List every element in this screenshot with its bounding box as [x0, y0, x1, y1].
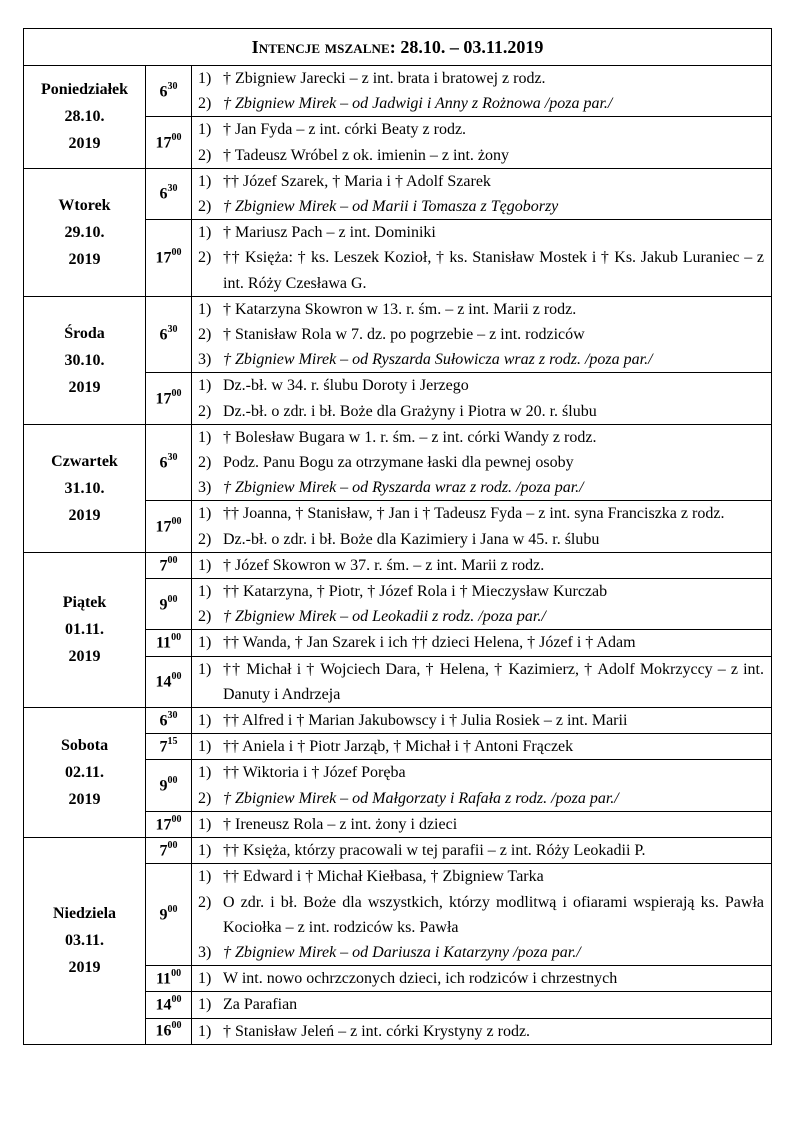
intention: [198, 786, 764, 811]
intention-number: 1): [198, 842, 212, 860]
intention-text: † Katarzyna Skowron w 13. r. śm. – z int. Marii z rodz.: [223, 300, 577, 318]
intention-text: Dz.-bł. o zdr. i bł. Boże dla Kazimiery i Jana w 45. r. ślubu: [223, 530, 600, 548]
mass-minutes: 30: [167, 323, 178, 335]
mass-row: [24, 296, 772, 373]
day-date: 01.11.: [64, 621, 105, 639]
day-name: Czwartek: [51, 452, 118, 470]
intentions-cell: [192, 296, 772, 373]
mass-hour: 7: [159, 557, 168, 575]
intention: [198, 220, 764, 245]
mass-hour: 17: [155, 134, 172, 152]
mass-minutes: 00: [171, 632, 182, 644]
mass-time: [146, 630, 192, 656]
intention-text: † Zbigniew Jarecki – z int. brata i bratowej z rodz.: [223, 70, 546, 87]
mass-time: [146, 966, 192, 992]
intentions-cell: [192, 1018, 772, 1044]
intention-number: 3): [198, 351, 212, 369]
mass-time: [146, 168, 192, 219]
intention-number: 3): [198, 943, 212, 961]
intentions-cell: [192, 501, 772, 552]
intention-number: 2): [198, 454, 212, 472]
intention-number: 3): [198, 479, 212, 497]
intention-text: †† Aniela i † Piotr Jarząb, † Michał i † Antoni Frączek: [223, 738, 574, 756]
mass-time: [146, 66, 192, 117]
intention-text: † Zbigniew Mirek – od Marii i Tomasza z Tęgoborzy: [223, 198, 559, 216]
intention-text: †† Alfred i † Marian Jakubowscy i † Julia Rosiek – z int. Marii: [223, 712, 628, 730]
mass-hour: 9: [159, 777, 168, 795]
intention: [198, 425, 764, 450]
intentions-cell: [192, 168, 772, 219]
mass-hour: 9: [159, 906, 168, 924]
intention: [198, 604, 764, 629]
mass-hour: 6: [159, 82, 168, 100]
intention-number: 1): [198, 1022, 212, 1040]
intention: [198, 966, 764, 991]
intention: [198, 373, 764, 398]
intention: [198, 940, 764, 965]
mass-time: [146, 992, 192, 1018]
intention-text: †† Księża: † ks. Leszek Kozioł, † ks. Stanisław Mostek i † Ks. Jakub Luraniec – z int. Róży Czesława G.: [223, 249, 764, 292]
intention-text: †† Wanda, † Jan Szarek i ich †† dzieci Helena, † Józef i † Adam: [223, 634, 636, 652]
intentions-cell: [192, 117, 772, 168]
mass-minutes: 00: [171, 994, 182, 1006]
intentions-cell: [192, 811, 772, 837]
intention-number: 2): [198, 608, 212, 626]
intention: [198, 194, 764, 219]
mass-minutes: 00: [171, 515, 182, 527]
intention-number: 1): [198, 70, 212, 87]
title-row: [24, 29, 772, 66]
mass-time: [146, 760, 192, 811]
intentions-cell: [192, 966, 772, 992]
intention-text: Za Parafian: [223, 996, 298, 1014]
intention-number: 1): [198, 377, 212, 395]
intention: [198, 992, 764, 1017]
mass-hour: 14: [155, 673, 172, 691]
day-date: 02.11.: [64, 764, 105, 782]
page-title: [24, 29, 772, 66]
mass-row: [24, 168, 772, 219]
intention-text: † Zbigniew Mirek – od Małgorzaty i Rafała z rodz. /poza par./: [223, 789, 619, 807]
mass-time: [146, 552, 192, 578]
day-name: Piątek: [62, 594, 107, 612]
intentions-cell: [192, 630, 772, 656]
intention-number: 1): [198, 764, 212, 782]
mass-minutes: 00: [171, 813, 182, 825]
day-year: 2019: [68, 135, 101, 153]
intention: [198, 760, 764, 785]
intention-text: †† Edward i † Michał Kiełbasa, † Zbigniew Tarka: [223, 868, 544, 886]
intentions-cell: [192, 220, 772, 297]
intention-text: † Stanisław Jeleń – z int. córki Krystyny z rodz.: [223, 1022, 531, 1040]
day-year: 2019: [68, 506, 101, 524]
day-name: Sobota: [60, 737, 109, 755]
day-name: Poniedziałek: [40, 81, 129, 99]
mass-hour: 6: [159, 712, 168, 730]
intention-text: † Jan Fyda – z int. córki Beaty z rodz.: [223, 121, 467, 139]
intentions-cell: [192, 864, 772, 966]
intention: [198, 143, 764, 168]
day-date: 31.10.: [64, 479, 105, 497]
mass-minutes: 00: [167, 775, 178, 787]
intentions-cell: [192, 66, 772, 117]
intention-number: 1): [198, 738, 212, 756]
intention: [198, 864, 764, 889]
mass-minutes: 00: [167, 554, 178, 566]
mass-time: [146, 117, 192, 168]
mass-time: [146, 864, 192, 966]
intentions-cell: [192, 579, 772, 630]
day-year: 2019: [68, 378, 101, 396]
mass-minutes: 30: [167, 710, 178, 722]
mass-row: [24, 424, 772, 501]
intentions-table: [23, 28, 772, 1045]
intention-text: † Mariusz Pach – z int. Dominiki: [223, 224, 436, 242]
intention-number: 1): [198, 868, 212, 886]
intention: [198, 501, 764, 526]
intention-number: 2): [198, 789, 212, 807]
mass-time: [146, 424, 192, 501]
intention: [198, 245, 764, 295]
intention-text: †† Michał i † Wojciech Dara, † Helena, † Kazimierz, † Adolf Mokrzyccy – z int. Danuty i Andrzeja: [223, 660, 764, 703]
intention-number: 1): [198, 121, 212, 139]
intention-text: † Zbigniew Mirek – od Leokadii z rodz. /poza par./: [223, 608, 546, 626]
intention-text: † Stanisław Rola w 7. dz. po pogrzebie – z int. rodziców: [223, 326, 585, 344]
mass-minutes: 00: [171, 968, 182, 980]
intention-number: 1): [198, 712, 212, 730]
mass-minutes: 00: [167, 593, 178, 605]
intentions-cell: [192, 552, 772, 578]
intention: [198, 1019, 764, 1044]
intentions-cell: [192, 373, 772, 424]
mass-hour: 17: [155, 390, 172, 408]
intention: [198, 708, 764, 733]
mass-hour: 7: [159, 842, 168, 860]
intention: [198, 322, 764, 347]
intentions-cell: [192, 708, 772, 734]
mass-time: [146, 579, 192, 630]
intention-number: 1): [198, 428, 212, 446]
intention-number: 1): [198, 815, 212, 833]
mass-time: [146, 656, 192, 707]
mass-row: [24, 708, 772, 734]
mass-minutes: 00: [171, 1020, 182, 1032]
mass-time: [146, 220, 192, 297]
intention-text: † Zbigniew Mirek – od Dariusza i Katarzyny /poza par./: [223, 943, 581, 961]
mass-hour: 16: [155, 1022, 172, 1040]
intention-number: 1): [198, 505, 212, 523]
mass-minutes: 30: [167, 80, 178, 92]
intention-number: 1): [198, 224, 212, 242]
intentions-cell: [192, 656, 772, 707]
mass-minutes: 00: [171, 387, 182, 399]
intention-text: † Ireneusz Rola – z int. żony i dzieci: [223, 815, 458, 833]
intention: [198, 450, 764, 475]
mass-hour: 7: [159, 738, 168, 756]
mass-row: [24, 552, 772, 578]
day-year: 2019: [68, 791, 101, 809]
day-year: 2019: [68, 250, 101, 268]
intention-text: Dz.-bł. o zdr. i bł. Boże dla Grażyny i Piotra w 20. r. ślubu: [223, 402, 597, 420]
mass-hour: 17: [155, 816, 172, 834]
intentions-cell: [192, 734, 772, 760]
mass-hour: 11: [155, 634, 172, 652]
day-cell: [24, 708, 146, 838]
mass-hour: 11: [155, 970, 172, 988]
day-cell: [24, 66, 146, 169]
intention: [198, 297, 764, 322]
intention: [198, 734, 764, 759]
mass-row: [24, 66, 772, 117]
mass-hour: 6: [159, 326, 168, 344]
intention: [198, 66, 764, 91]
mass-minutes: 00: [171, 247, 182, 259]
day-name: Niedziela: [52, 905, 117, 923]
intention: [198, 579, 764, 604]
intention-number: 1): [198, 583, 212, 601]
mass-minutes: 15: [167, 736, 178, 748]
intention: [198, 630, 764, 655]
intention-text: † Zbigniew Mirek – od Ryszarda wraz z rodz. /poza par./: [223, 479, 584, 497]
intentions-cell: [192, 424, 772, 501]
mass-minutes: 00: [171, 671, 182, 683]
mass-hour: 14: [155, 996, 172, 1014]
intention-text: †† Wiktoria i † Józef Poręba: [223, 764, 406, 782]
intention-number: 2): [198, 249, 212, 267]
day-date: 28.10.: [64, 108, 105, 126]
intention: [198, 527, 764, 552]
day-year: 2019: [68, 959, 101, 977]
intention-text: †† Joanna, † Stanisław, † Jan i † Tadeusz Fyda – z int. syna Franciszka z rodz.: [223, 505, 725, 523]
intention-number: 2): [198, 893, 212, 911]
intention-text: † Zbigniew Mirek – od Ryszarda Sułowicza wraz z rodz. /poza par./: [223, 351, 653, 369]
intention-number: 1): [198, 634, 212, 652]
mass-hour: 6: [159, 185, 168, 203]
mass-minutes: 00: [167, 904, 178, 916]
intentions-cell: [192, 760, 772, 811]
intentions-cell: [192, 838, 772, 864]
day-name: Środa: [64, 324, 105, 342]
mass-time: [146, 373, 192, 424]
mass-time: [146, 708, 192, 734]
mass-minutes: 30: [167, 183, 178, 195]
intention: [198, 399, 764, 424]
intention: [198, 657, 764, 707]
intention: [198, 347, 764, 372]
intention-number: 1): [198, 660, 212, 678]
intention: [198, 812, 764, 837]
mass-hour: 9: [159, 595, 168, 613]
intention: [198, 475, 764, 500]
intention-number: 1): [198, 996, 212, 1014]
mass-time: [146, 1018, 192, 1044]
mass-minutes: 30: [167, 451, 178, 463]
day-date: 29.10.: [64, 223, 105, 241]
intention-text: O zdr. i bł. Boże dla wszystkich, którzy modlitwą i ofiarami wspierają ks. Pawła Kociołka – z int. rodziców ks. Pawła: [223, 893, 764, 936]
intention-number: 2): [198, 402, 212, 420]
mass-minutes: 00: [167, 840, 178, 852]
intention-number: 1): [198, 556, 212, 574]
intention-number: 2): [198, 95, 212, 113]
intention-text: † Tadeusz Wróbel z ok. imienin – z int. żony: [223, 146, 510, 164]
day-date: 03.11.: [64, 932, 105, 950]
intention-number: 1): [198, 970, 212, 988]
intention-text: W int. nowo ochrzczonych dzieci, ich rodziców i chrzestnych: [223, 970, 618, 988]
intention-text: † Józef Skowron w 37. r. śm. – z int. Marii z rodz.: [223, 556, 545, 574]
mass-row: [24, 838, 772, 864]
day-cell: [24, 424, 146, 552]
day-cell: [24, 168, 146, 296]
intention-text: Dz.-bł. w 34. r. ślubu Doroty i Jerzego: [223, 377, 469, 395]
intention-text: †† Księża, którzy pracowali w tej parafii – z int. Róży Leokadii P.: [223, 842, 646, 860]
mass-hour: 17: [155, 249, 172, 267]
title-main: Intencje mszalne:: [251, 36, 396, 57]
title-dates: 28.10. – 03.11.2019: [400, 36, 544, 57]
intention: [198, 890, 764, 940]
intention-number: 2): [198, 198, 212, 216]
intention: [198, 91, 764, 116]
intention-number: 1): [198, 172, 212, 190]
mass-time: [146, 811, 192, 837]
day-cell: [24, 552, 146, 707]
intention-text: † Zbigniew Mirek – od Jadwigi i Anny z Rożnowa /poza par./: [223, 95, 613, 113]
day-year: 2019: [68, 648, 101, 666]
mass-time: [146, 734, 192, 760]
mass-hour: 6: [159, 454, 168, 472]
intention-text: †† Józef Szarek, † Maria i † Adolf Szarek: [223, 172, 491, 190]
intention: [198, 117, 764, 142]
intention-number: 2): [198, 530, 212, 548]
intention-text: † Bolesław Bugara w 1. r. śm. – z int. córki Wandy z rodz.: [223, 428, 597, 446]
mass-time: [146, 501, 192, 552]
day-cell: [24, 296, 146, 424]
day-date: 30.10.: [64, 351, 105, 369]
day-cell: [24, 838, 146, 1045]
intention: [198, 838, 764, 863]
intentions-sheet: [23, 28, 771, 1045]
intention-number: 1): [198, 300, 212, 318]
intention: [198, 553, 764, 578]
mass-time: [146, 838, 192, 864]
intention-number: 2): [198, 146, 212, 164]
intention-text: †† Katarzyna, † Piotr, † Józef Rola i † Mieczysław Kurczab: [223, 583, 608, 601]
mass-minutes: 00: [171, 131, 182, 143]
day-name: Wtorek: [58, 196, 111, 214]
intention: [198, 169, 764, 194]
mass-hour: 17: [155, 518, 172, 536]
intention-number: 2): [198, 326, 212, 344]
intentions-cell: [192, 992, 772, 1018]
mass-time: [146, 296, 192, 373]
intention-text: Podz. Panu Bogu za otrzymane łaski dla pewnej osoby: [223, 454, 574, 472]
